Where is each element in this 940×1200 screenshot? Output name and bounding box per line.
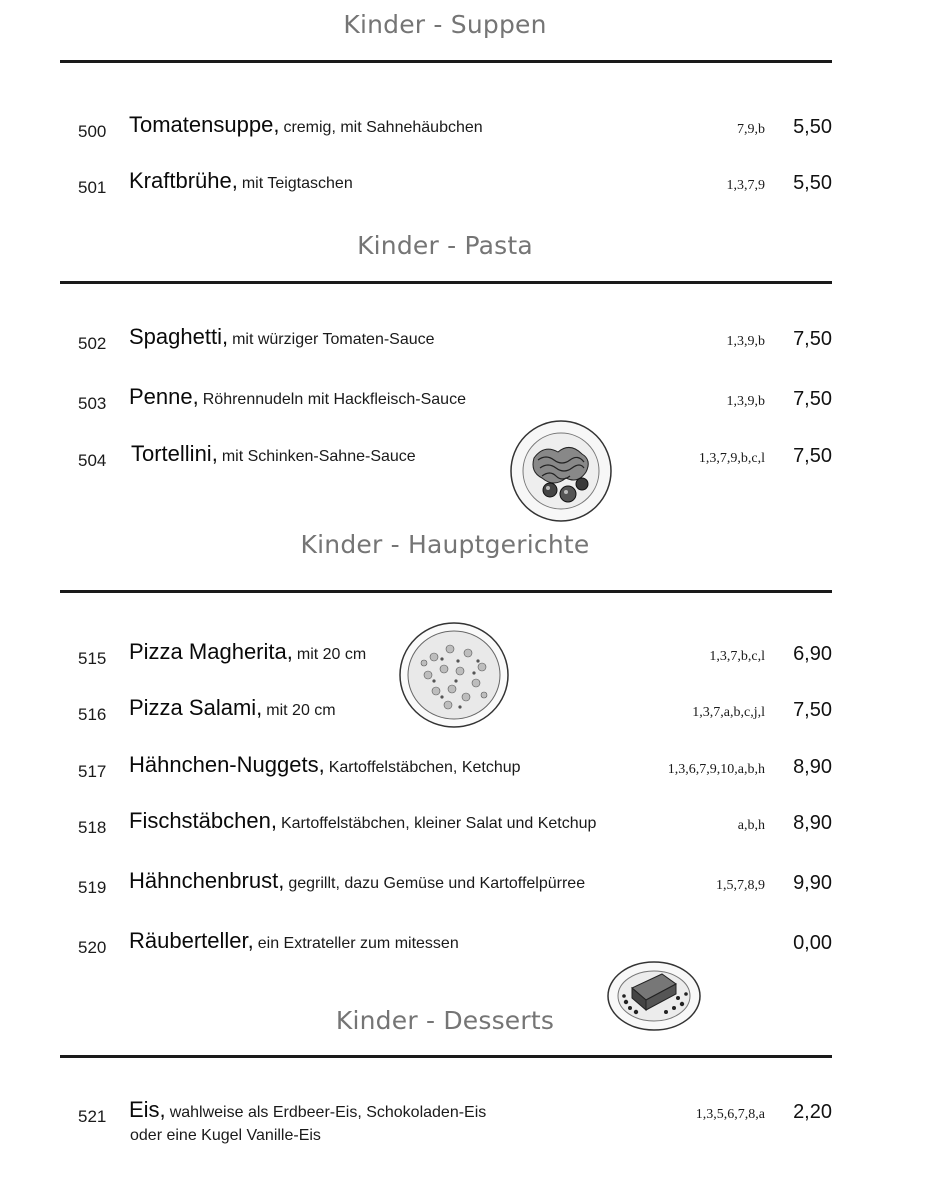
item-price: 7,50: [793, 699, 832, 721]
item-text: [129, 324, 435, 350]
item-description: mit 20 cm: [296, 646, 367, 663]
section-heading-hauptgerichte: Kinder - Hauptgerichte: [300, 530, 590, 559]
menu-item-518: [0, 808, 940, 848]
item-text: [129, 384, 466, 410]
item-price: 7,50: [793, 388, 832, 410]
item-description: cremig, mit Sahnehäubchen: [283, 119, 483, 136]
item-number: 516: [78, 705, 107, 724]
item-price: 2,20: [793, 1101, 832, 1123]
menu-item-500: [0, 112, 940, 152]
item-number: 503: [78, 394, 107, 413]
menu-item-521: [0, 1097, 940, 1157]
item-name: Hähnchenbrust,: [129, 868, 285, 893]
section-heading-suppen: Kinder - Suppen: [343, 10, 547, 39]
item-number: 502: [78, 334, 107, 353]
item-text: [129, 928, 459, 954]
item-number: 518: [78, 818, 107, 837]
item-number: 521: [78, 1107, 107, 1126]
item-description: Kartoffelstäbchen, Ketchup: [328, 759, 521, 776]
item-name: Eis,: [129, 1097, 166, 1122]
pasta-plate-icon: [508, 418, 614, 524]
item-price: 7,50: [793, 328, 832, 350]
item-price: 5,50: [793, 116, 832, 138]
item-description: mit würziger Tomaten-Sauce: [232, 331, 435, 348]
section-heading-pasta: Kinder - Pasta: [357, 231, 533, 260]
item-allergens: 1,5,7,8,9: [716, 878, 765, 893]
item-description-line2: oder eine Kugel Vanille-Eis: [130, 1127, 321, 1144]
section-divider: [60, 590, 832, 593]
item-description: gegrillt, dazu Gemüse und Kartoffelpürree: [288, 875, 586, 892]
section-heading-desserts: Kinder - Desserts: [335, 1006, 555, 1035]
menu-item-517: [0, 752, 940, 792]
section-divider: [60, 281, 832, 284]
item-text: [129, 168, 353, 194]
item-name: Kraftbrühe,: [129, 168, 238, 193]
item-number: 515: [78, 649, 107, 668]
item-allergens: 1,3,5,6,7,8,a: [695, 1107, 765, 1122]
item-description: mit 20 cm: [266, 702, 336, 719]
item-price: 7,50: [793, 445, 832, 467]
item-number: 500: [78, 122, 107, 141]
item-text: [129, 639, 366, 665]
item-name: Räuberteller,: [129, 928, 254, 953]
item-number: 504: [78, 451, 107, 470]
item-description: mit Schinken-Sahne-Sauce: [221, 448, 416, 465]
item-allergens: 1,3,7,a,b,c,j,l: [692, 705, 765, 720]
menu-item-502: [0, 324, 940, 364]
item-price: 5,50: [793, 172, 832, 194]
item-allergens: 1,3,7,b,c,l: [709, 649, 765, 664]
item-name: Penne,: [129, 384, 199, 409]
item-allergens: 1,3,7,9,b,c,l: [698, 451, 765, 466]
item-price: 6,90: [793, 643, 832, 665]
item-allergens: 1,3,6,7,9,10,a,b,h: [667, 762, 765, 777]
item-allergens: 1,3,7,9: [726, 178, 765, 193]
item-description: mit Teigtaschen: [241, 175, 353, 192]
item-text: [129, 1097, 486, 1123]
item-allergens: 1,3,9,b: [726, 334, 765, 349]
menu-item-520: [0, 928, 940, 968]
item-description: Kartoffelstäbchen, kleiner Salat und Ketchup: [280, 815, 597, 832]
item-name: Tortellini,: [131, 441, 218, 466]
item-price: 0,00: [793, 932, 832, 954]
item-text: [129, 752, 521, 778]
item-name: Hähnchen-Nuggets,: [129, 752, 325, 777]
item-name: Pizza Magherita,: [129, 639, 293, 664]
item-text: [129, 868, 585, 894]
item-allergens: 7,9,b: [737, 122, 765, 137]
menu-item-501: [0, 168, 940, 208]
section-divider: [60, 60, 832, 63]
item-number: 520: [78, 938, 107, 957]
item-allergens: a,b,h: [737, 818, 765, 833]
pizza-icon: [398, 621, 510, 729]
item-price: 8,90: [793, 812, 832, 834]
menu-item-503: [0, 384, 940, 424]
item-description: wahlweise als Erdbeer-Eis, Schokoladen-Eis: [169, 1104, 487, 1121]
item-text: [129, 695, 336, 721]
item-number: 517: [78, 762, 107, 781]
item-text: [129, 112, 483, 138]
item-name: Tomatensuppe,: [129, 112, 280, 137]
menu-item-519: [0, 868, 940, 908]
item-description: ein Extrateller zum mitessen: [257, 935, 459, 952]
item-text: [129, 808, 596, 834]
item-number: 519: [78, 878, 107, 897]
menu-item-504: [0, 441, 940, 481]
item-description: Röhrennudeln mit Hackfleisch-Sauce: [202, 391, 466, 408]
item-name: Spaghetti,: [129, 324, 229, 349]
item-allergens: 1,3,9,b: [726, 394, 765, 409]
section-divider: [60, 1055, 832, 1058]
item-name: Pizza Salami,: [129, 695, 263, 720]
item-number: 501: [78, 178, 107, 197]
item-name: Fischstäbchen,: [129, 808, 277, 833]
item-price: 8,90: [793, 756, 832, 778]
item-price: 9,90: [793, 872, 832, 894]
item-text: [131, 441, 416, 467]
